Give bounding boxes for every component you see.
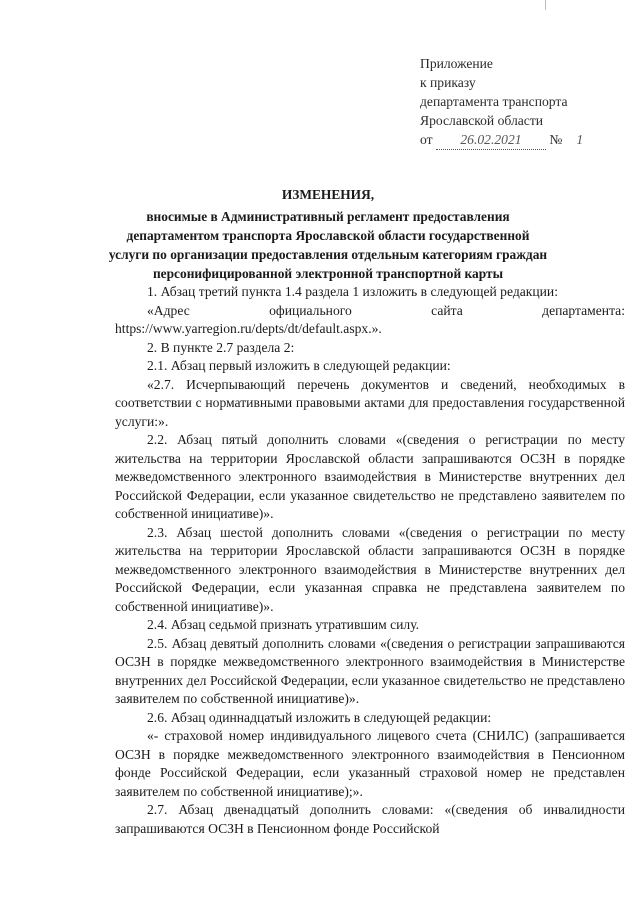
number-label: № [549, 132, 563, 147]
title-subheading: вносимые в Административный регламент предоставления департаментом транспорта Ярославской области государственной услуги по организации предоставления отдельным категориям граждан персонифицированной электронной транспортной карты [108, 209, 548, 281]
appendix-line: Приложение [420, 56, 493, 71]
paragraph: «- страховой номер индивидуального лицевого счета (СНИЛС) (запрашивается ОСЗН в порядке межведомственного электронного взаимодействия в Пенсионном фонде Российской Федерации, если указанный страховой номер не представлен заявителем по собственной инициативе);». [115, 728, 625, 799]
paragraph: «Адрес официального сайта департамента: https://www.yarregion.ru/depts/dt/default.aspx.». [115, 302, 625, 336]
document-title [108, 185, 548, 283]
paragraph: 2.4. Абзац седьмой признать утратившим силу. [147, 617, 420, 632]
appendix-line: к приказу [420, 75, 476, 90]
order-number: 1 [576, 132, 584, 147]
paragraph: «2.7. Исчерпывающий перечень документов и сведений, необходимых в соответствии с нормативными правовыми актами для предоставления государственной услуги:». [115, 376, 625, 429]
title-heading: ИЗМЕНЕНИЯ, [281, 187, 375, 202]
paragraph: 2. В пункте 2.7 раздела 2: [147, 339, 295, 355]
appendix-line: Ярославской области [420, 113, 544, 128]
paragraph: 2.1. Абзац первый изложить в следующей редакции: [147, 358, 451, 373]
from-label: от [420, 132, 433, 147]
appendix-block [420, 54, 620, 150]
order-date: 26.02.2021 [436, 130, 546, 150]
document-body [115, 283, 625, 838]
paragraph: 2.6. Абзац одиннадцатый изложить в следующей редакции: [147, 709, 492, 725]
appendix-date-line [420, 130, 620, 150]
scan-mark [545, 0, 548, 10]
paragraph: 2.5. Абзац девятый дополнить словами «(сведения о регистрации запрашиваются ОСЗН в порядке межведомственного электронного взаимодействия в Министерстве внутренних дел Российской Федерации, если указанное свидетельство не представлено заявителем по собственной инициативе)». [115, 635, 625, 706]
paragraph: 1. Абзац третий пункта 1.4 раздела 1 изложить в следующей редакции: [147, 284, 558, 299]
paragraph: 2.7. Абзац двенадцатый дополнить словами: «(сведения об инвалидности запрашиваются ОСЗН в Пенсионном фонде Российской [115, 802, 625, 836]
paragraph: 2.3. Абзац шестой дополнить словами «(сведения о регистрации по месту жительства на территории Ярославской области запрашиваются ОСЗН в порядке межведомственного электронного взаимодействия в Министерстве внутренних дел Российской Федерации, если указанная справка не представлена заявителем по собственной инициативе)». [115, 524, 625, 614]
appendix-line: департамента транспорта [420, 94, 568, 109]
paragraph: 2.2. Абзац пятый дополнить словами «(сведения о регистрации по месту жительства на территории Ярославской области запрашиваются ОСЗН в порядке межведомственного электронного взаимодействия в Министерстве внутренних дел Российской Федерации, если указанное свидетельство не представлено заявителем по собственной инициативе)». [115, 432, 625, 521]
